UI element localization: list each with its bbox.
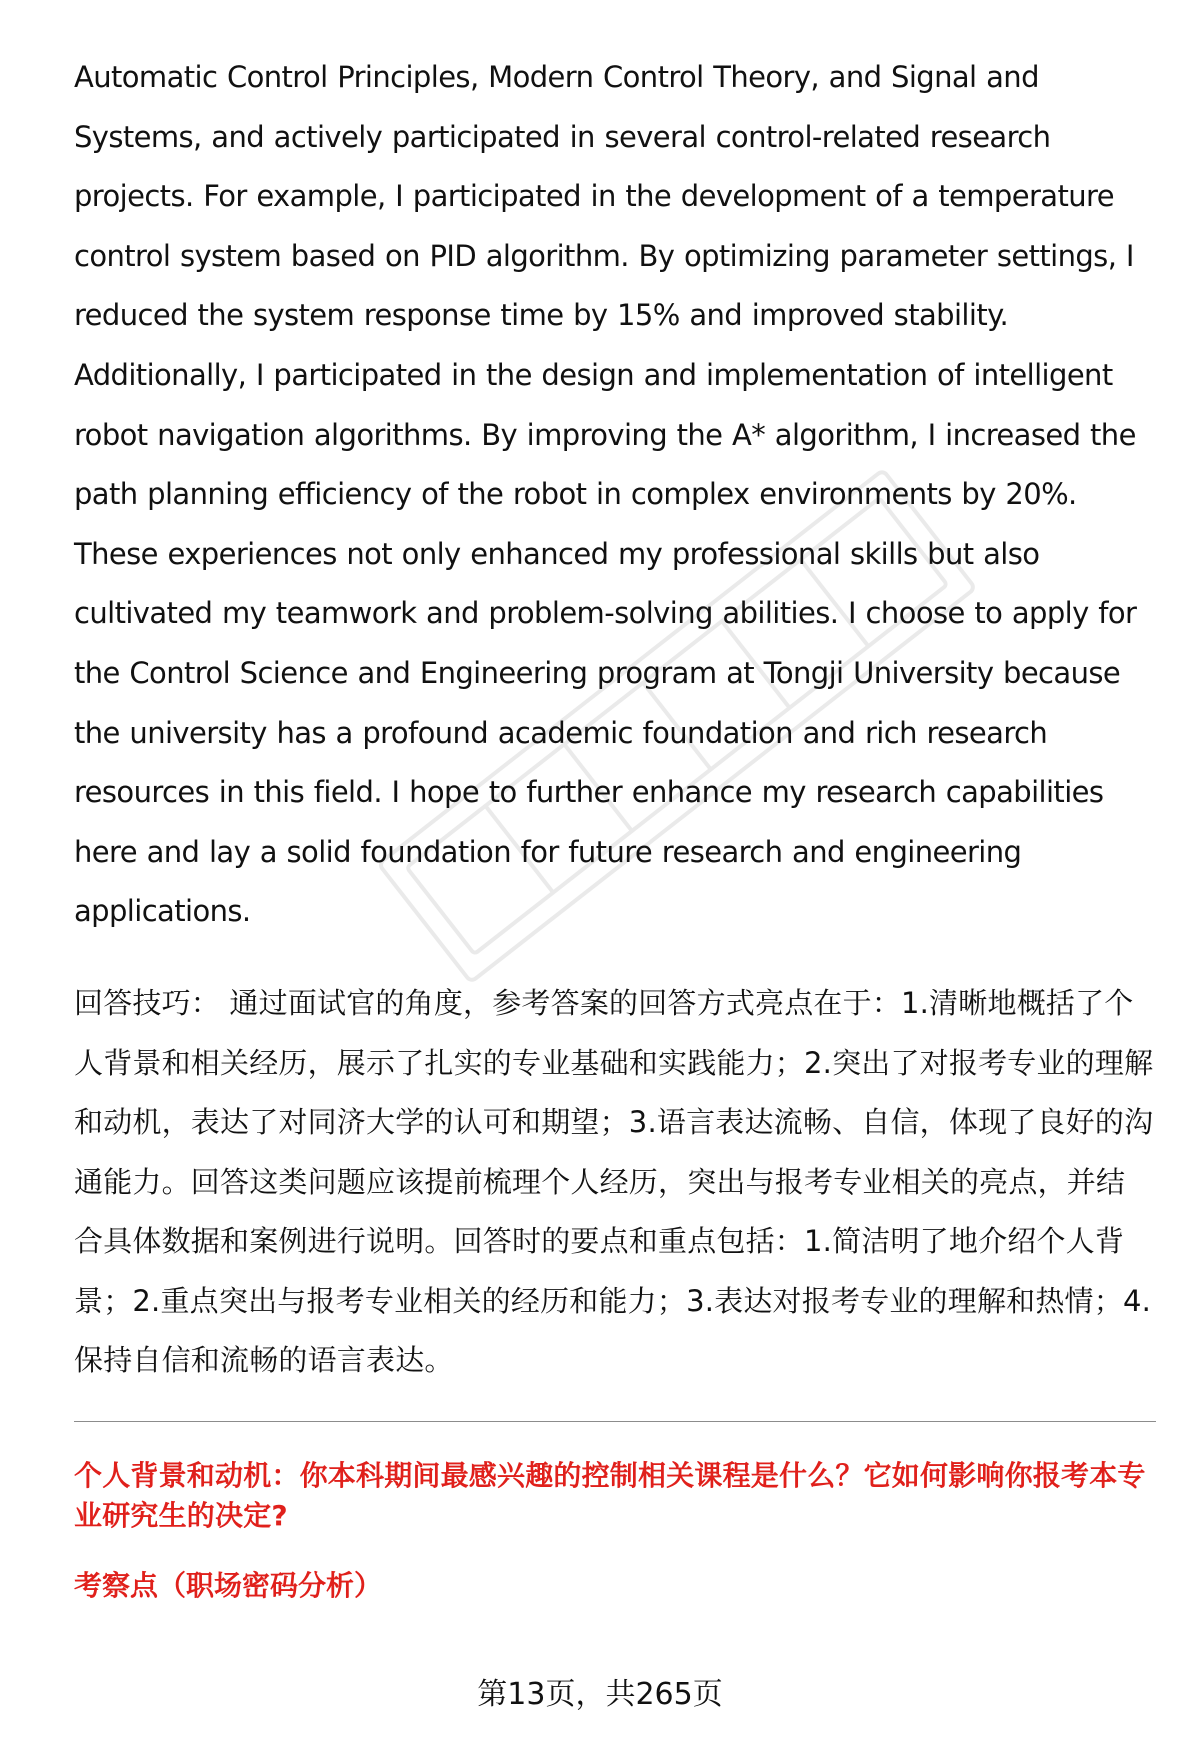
focus-point-heading: 考察点（职场密码分析） [74,1569,383,1603]
answer-tips-paragraph: 回答技巧： 通过面试官的角度，参考答案的回答方式亮点在于：1.清晰地概括了个人背景和相关经历，展示了扎实的专业基础和实践能力；2.突出了对报考专业的理解和动机，表达了对同济大学的认可和期望；3.语言表达流畅、自信，体现了良好的沟通能力。回答这类问题应该提前梳理个人经历，突出与报考专业相关的亮点，并结合具体数据和案例进行说明。回答时的要点和重点包括：1.简洁明了地介绍个人背景；2.重点突出与报考专业相关的经历和能力；3.表达对报考专业的理解和热情；4.保持自信和流畅的语言表达。 [74,985,1154,1378]
page-number-footer: 第13页，共265页 [477,1677,723,1712]
next-question-title: 个人背景和动机：你本科期间最感兴趣的控制相关课程是什么？它如何影响你报考本专业研究生的决定? [74,1459,1146,1533]
section-divider [74,1421,1156,1422]
page-content [74,48,1154,1606]
answer-english-paragraph: Automatic Control Principles, Modern Control Theory, and Signal and Systems, and actively participated in several control-related research projects. For example, I participated in the development of a temperature control system based on PID algorithm. By optimizing parameter settings, I reduced the system response time by 15% and improved stability. Additionally, I participated in the design and implementation of intelligent robot navigation algorithms. By improving the A* algorithm, I increased the path planning efficiency of the robot in complex environments by 20%. These experiences not only enhanced my professional skills but also cultivated my teamwork and problem-solving abilities. I choose to apply for the Control Science and Engineering program at Tongji University because the university has a profound academic foundation and rich research resources in this field. I hope to further enhance my research capabilities here and lay a solid foundation for future research and engineering applications. [74,60,1137,929]
